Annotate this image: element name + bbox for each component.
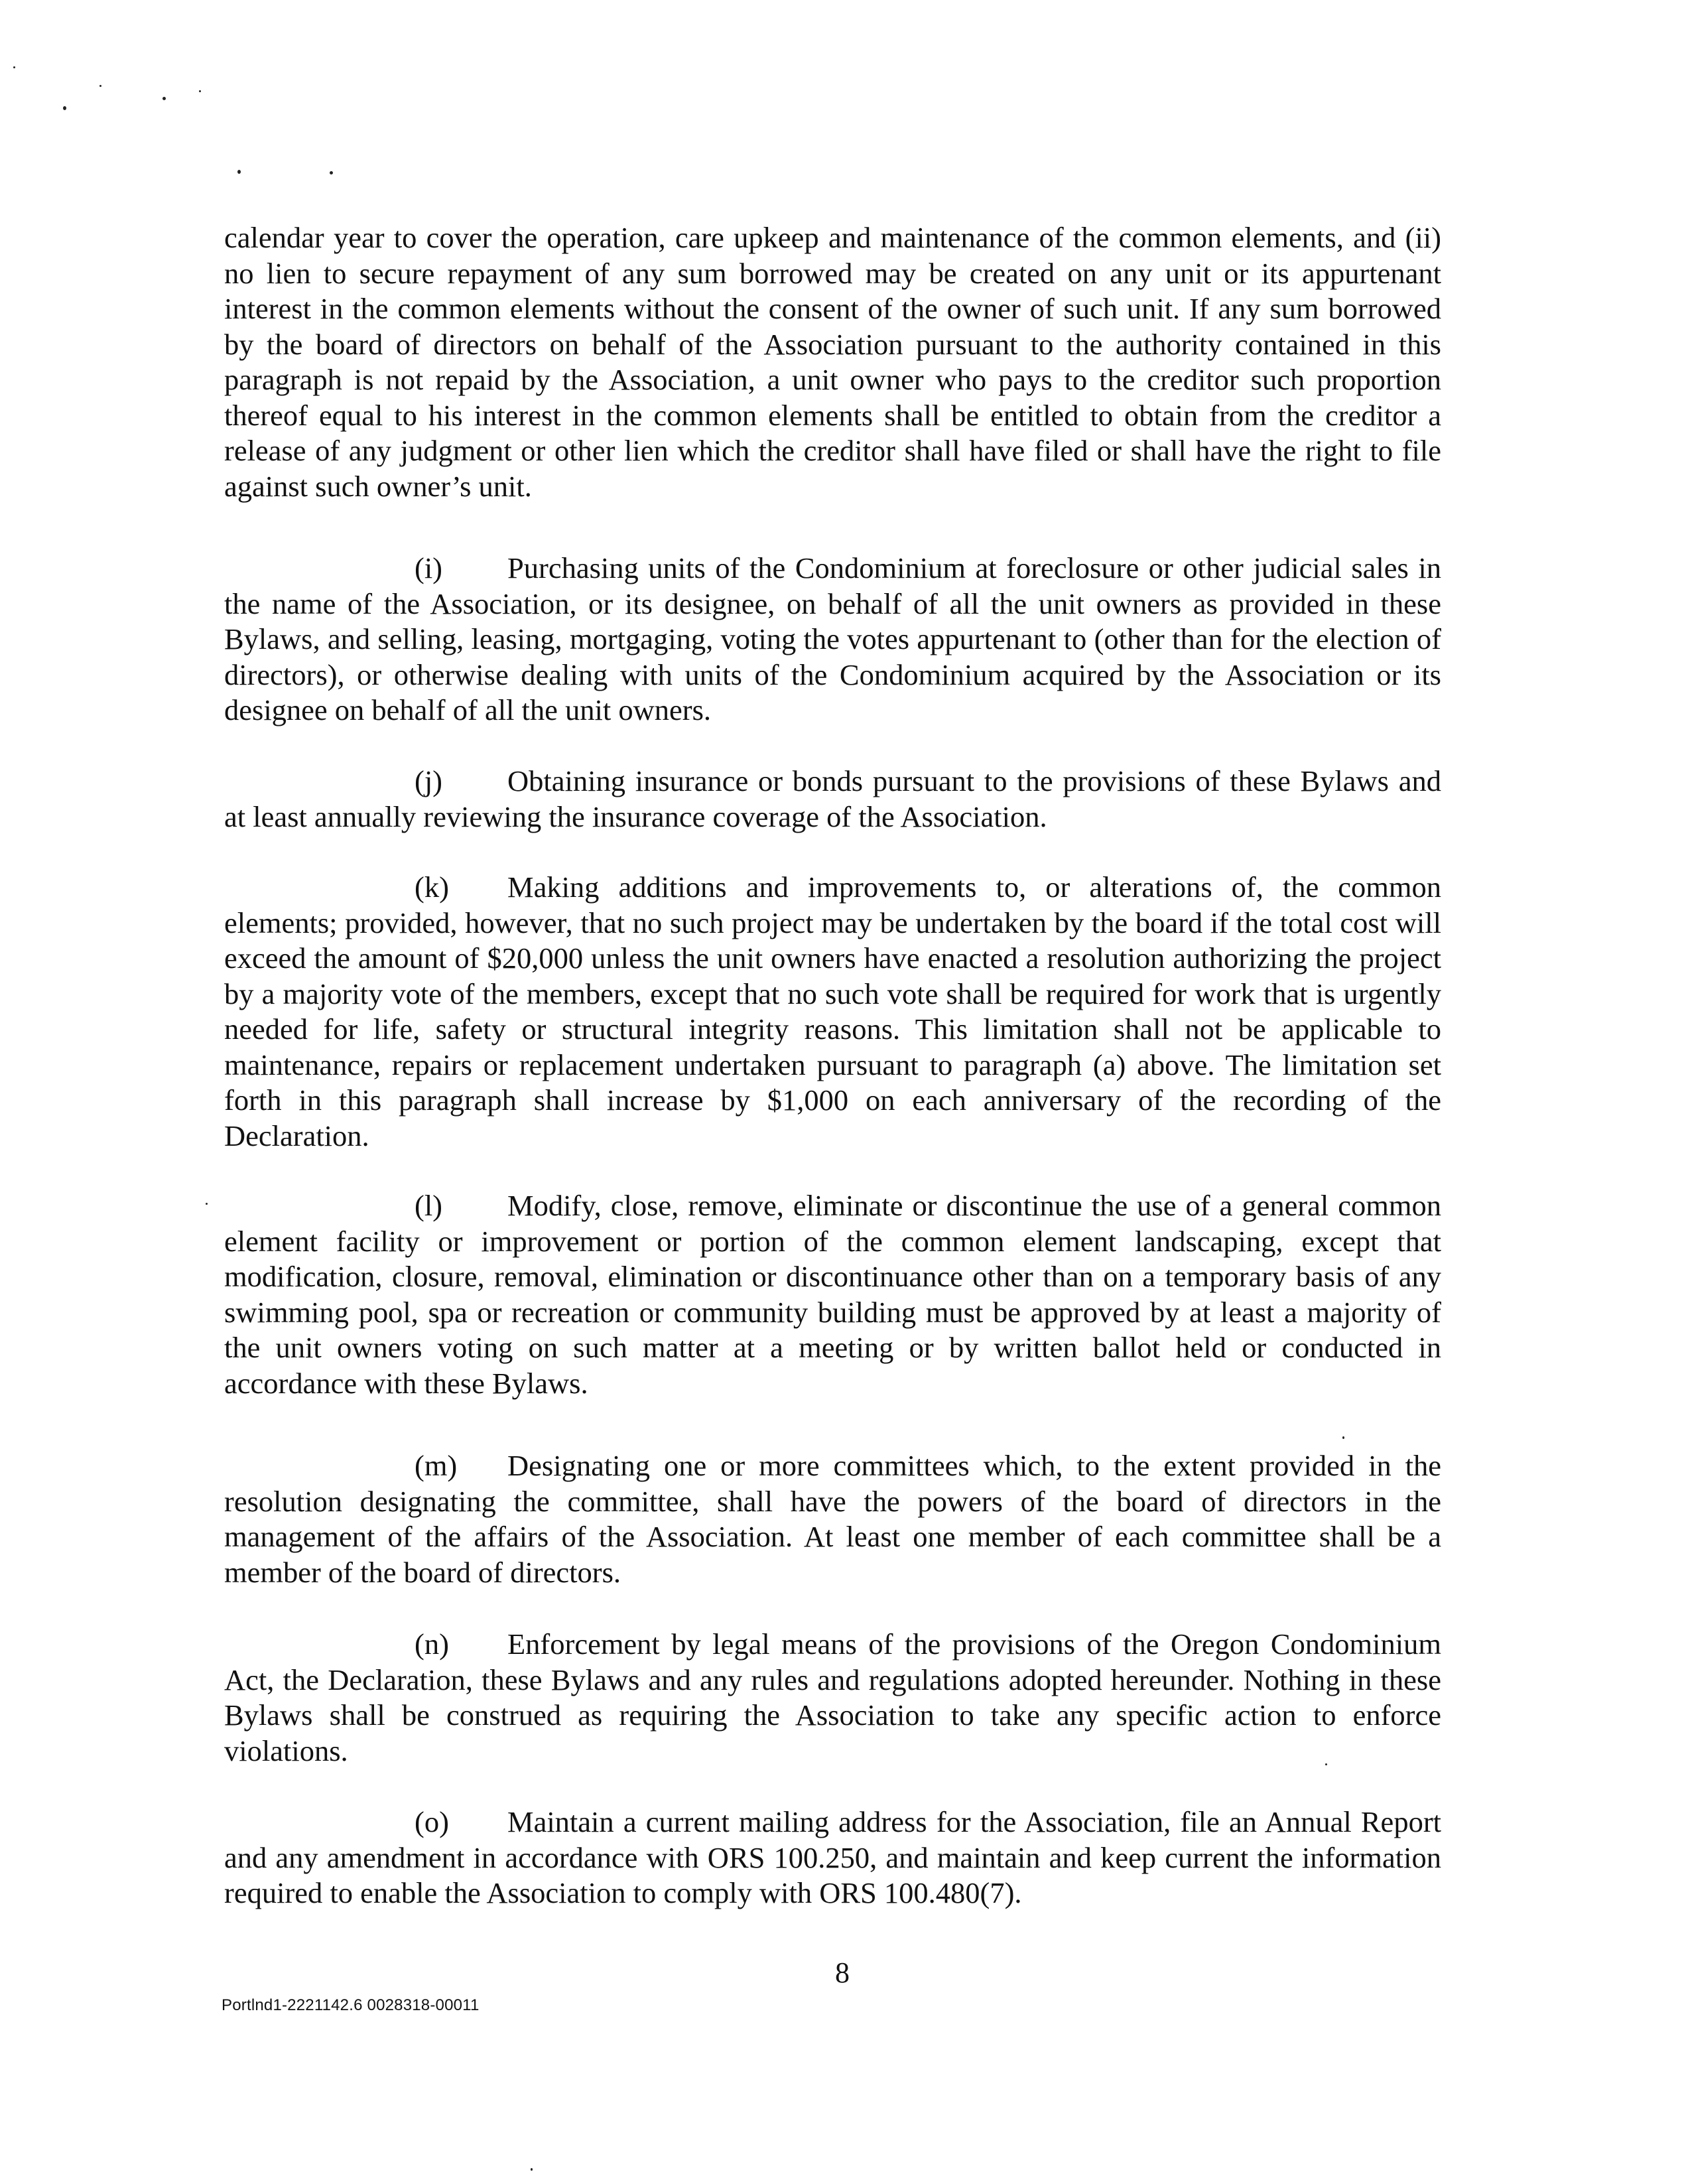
scan-speck xyxy=(99,85,101,87)
paragraph-label: (n) xyxy=(415,1627,449,1661)
scan-speck xyxy=(206,1203,208,1205)
continuation-paragraph: calendar year to cover the operation, care upkeep and maintenance of the common elements, and (ii) no lien to secure repayment of any sum borrowed may be created on any unit or its appurtenant interest in the common elements without the consent of the owner of such unit. If any sum borrowed by the board of directors on behalf of the Association pursuant to the authority contained in this paragraph is not repaid by the Association, a unit owner who pays to the creditor such proportion thereof equal to his interest in the common elements shall be entitled to obtain from the creditor a release of any judgment or other lien which the creditor shall have filed or shall have the right to file against such owner’s unit. xyxy=(224,221,1441,503)
page-number: 8 xyxy=(835,1956,850,1989)
paragraph-k xyxy=(224,870,1441,1154)
paragraph-text: Obtaining insurance or bonds pursuant to the provisions of these Bylaws and at least annually reviewing the insurance coverage of the Association. xyxy=(224,764,1441,833)
scan-speck xyxy=(162,97,166,100)
paragraph-text: Purchasing units of the Condominium at foreclosure or other judicial sales in the name of the Association, or its designee, on behalf of all the unit owners as provided in these Bylaws, and selling, leasing, mortgaging, voting the votes appurtenant to (other than for the election of directors), or otherwise dealing with units of the Condominium acquired by the Association or its designee on behalf of all the unit owners. xyxy=(224,551,1441,726)
paragraph-label: (i) xyxy=(415,551,443,584)
paragraph-o xyxy=(224,1805,1441,1911)
paragraph-l xyxy=(224,1188,1441,1401)
scan-speck xyxy=(13,66,15,68)
paragraph-m xyxy=(224,1448,1441,1590)
scan-speck xyxy=(199,90,201,92)
scan-speck xyxy=(237,170,241,174)
scan-speck xyxy=(1342,1436,1344,1439)
scan-speck xyxy=(63,106,66,110)
paragraph-text: Modify, close, remove, eliminate or discontinue the use of a general common element facility or improvement or portion of the common element landscaping, except that modification, closure, removal, elimination or discontinuance other than on a temporary basis of any swimming pool, spa or recreation or community building must be approved by at least a majority of the unit owners voting on such matter at a meeting or by written ballot held or conducted in accordance with these Bylaws. xyxy=(224,1189,1441,1400)
paragraph-text: Maintain a current mailing address for the Association, file an Annual Report and any amendment in accordance with ORS 100.250, and maintain and keep current the information required to enable the Association to comply with ORS 100.480(7). xyxy=(224,1805,1441,1909)
paragraph-label: (o) xyxy=(415,1805,449,1838)
paragraph-n xyxy=(224,1627,1441,1769)
document-id-footer: Portlnd1-2221142.6 0028318-00011 xyxy=(222,1996,480,2014)
paragraph-j xyxy=(224,764,1441,835)
paragraph-i xyxy=(224,551,1441,728)
paragraph-text: Making additions and improvements to, or alterations of, the common elements; provided, however, that no such project may be undertaken by the board if the total cost will exceed the amount of $20,000 unless the unit owners have enacted a resolution authorizing the project by a majority vote of the members, except that no such vote shall be required for work that is urgently needed for life, safety or structural integrity reasons. This limitation shall not be applicable to maintenance, repairs or replacement undertaken pursuant to paragraph (a) above. The limitation set forth in this paragraph shall increase by $1,000 on each anniversary of the recording of the Declaration. xyxy=(224,870,1441,1152)
paragraph-label: (j) xyxy=(415,764,443,797)
scan-speck xyxy=(330,171,333,174)
paragraph-label: (l) xyxy=(415,1189,443,1222)
scan-speck xyxy=(531,2168,533,2171)
paragraph-text: Enforcement by legal means of the provisions of the Oregon Condominium Act, the Declaration, these Bylaws and any rules and regulations adopted hereunder. Nothing in these Bylaws shall be construed as requiring the Association to take any specific action to enforce violations. xyxy=(224,1627,1441,1767)
paragraph-label: (m) xyxy=(415,1449,458,1482)
paragraph-label: (k) xyxy=(415,870,449,904)
paragraph-text: Designating one or more committees which, to the extent provided in the resolution designating the committee, shall have the powers of the board of directors in the management of the affairs of the Association. At least one member of each committee shall be a member of the board of directors. xyxy=(224,1449,1441,1589)
